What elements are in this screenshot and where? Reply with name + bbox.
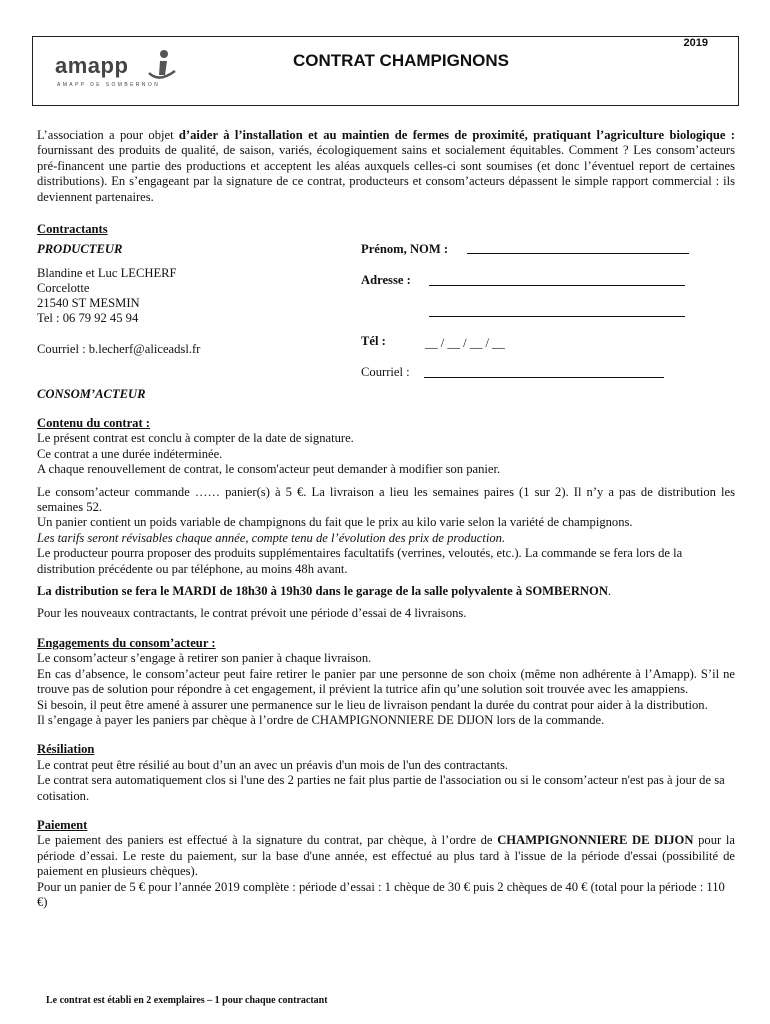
producteur-address-1: Corcelotte — [37, 281, 90, 295]
prenom-nom-label: Prénom, NOM : — [361, 242, 449, 256]
amapp-logo — [55, 51, 185, 91]
essai-text: Pour les nouveaux contractants, le contrat prévoit une période d’essai de 4 livraisons. — [37, 606, 467, 621]
producteur-address-2: 21540 ST MESMIN — [37, 296, 140, 310]
engagement-line-1: Le consom’acteur s’engage à retirer son panier à chaque livraison. — [37, 651, 372, 666]
contract-body — [37, 128, 735, 205]
commande-text: Le consom’acteur commande …… panier(s) à 5 €. La livraison a lieu les semaines paires (1 sur 2). Il n’y a pas de distribution les semaines 52. — [37, 484, 735, 515]
supplementaires-text: Le producteur pourra proposer des produits supplémentaires facultatifs (verrines, veloutés, etc.). La commande se fera lors de la distribution précédente ou par téléphone, au moins 48h avant. — [37, 546, 683, 576]
paiement-paragraph-1: Le paiement des paniers est effectué à la signature du contrat, par chèque, à l’ordre de CHAMPIGNONNIERE DE DIJON pour la période d’essai. Le reste du paiement, sur la base d'une année, est effectué au plus tard à l'issue de la période d'essai (possibilité de paiement en plusieurs chèques). — [37, 833, 735, 879]
contenu-line-3: A chaque renouvellement de contrat, le consom'acteur peut demander à modifier son panier. — [37, 462, 501, 477]
adresse-field-2[interactable] — [429, 305, 685, 317]
adresse-label: Adresse : — [361, 273, 411, 287]
contenu-line-2: Ce contrat a une durée indéterminée. — [37, 446, 223, 461]
producteur-phone: Tel : 06 79 92 45 94 — [37, 311, 139, 325]
person-i-icon — [147, 49, 177, 83]
header-box — [32, 36, 739, 106]
contenu-line-1: Le présent contrat est conclu à compter de la date de signature. — [37, 431, 354, 446]
producteur-label: PRODUCTEUR — [37, 242, 123, 256]
contenu-section — [37, 416, 735, 910]
paiement-paragraph-2: Pour un panier de 5 € pour l’année 2019 complète : période d’essai : 1 chèque de 30 € puis 2 chèques de 40 € (total pour la période : 110 €) — [37, 879, 725, 909]
page-title: CONTRAT CHAMPIGNONS — [293, 51, 509, 70]
contractants-heading: Contractants — [37, 222, 108, 236]
resiliation-line-1: Le contrat peut être résilié au bout d’un an avec un préavis d'un mois de l'un des contractants. — [37, 757, 509, 772]
paiement-heading: Paiement — [37, 817, 88, 832]
producteur-email: Courriel : b.lecherf@aliceadsl.fr — [37, 342, 201, 356]
courriel-field[interactable] — [424, 366, 664, 378]
tarifs-text: Les tarifs seront révisables chaque année, compte tenu de l’évolution des prix de production. — [37, 530, 506, 545]
tel-label: Tél : — [361, 334, 386, 348]
contenu-heading: Contenu du contrat : — [37, 416, 150, 430]
engagement-line-3: Si besoin, il peut être amené à assurer une permanence sur le lieu de livraison pendant la durée du contrat pour aider à la distribution. — [37, 697, 708, 712]
distribution-text: La distribution se fera le MARDI de 18h30 à 19h30 dans le garage de la salle polyvalente à SOMBERNON. — [37, 584, 612, 599]
courriel-label: Courriel : — [361, 365, 410, 379]
consom-acteur-label: CONSOM’ACTEUR — [37, 387, 146, 401]
tel-field[interactable]: __ / __ / __ / __ — [425, 336, 505, 350]
resiliation-heading: Résiliation — [37, 742, 95, 757]
panier-text: Un panier contient un poids variable de champignons du fait que le prix au kilo varie selon la variété de champignons. — [37, 515, 633, 530]
logo-text: amapp — [55, 53, 129, 78]
adresse-field-1[interactable] — [429, 274, 685, 286]
logo-subtitle: AMAPP DE SOMBERNON — [57, 82, 161, 88]
footer-note: Le contrat est établi en 2 exemplaires – 1 pour chaque contractant — [46, 995, 328, 1006]
engagement-line-4: Il s’engage à payer les paniers par chèque à l’ordre de CHAMPIGNONNIERE DE DIJON lors de la commande. — [37, 712, 605, 727]
producteur-name: Blandine et Luc LECHERF — [37, 266, 177, 280]
engagements-heading: Engagements du consom’acteur : — [37, 635, 216, 650]
prenom-nom-field[interactable] — [467, 242, 689, 254]
resiliation-line-2: Le contrat sera automatiquement clos si l'une des 2 parties ne fait plus partie de l'association ou si le consom’acteur n'est pas à jour de sa cotisation. — [37, 773, 725, 803]
engagement-line-2: En cas d’absence, le consom’acteur peut faire retirer le panier par une personne de son choix (même non adhérente à l’Amapp). S’il ne trouve pas de solution pour répondre à cet engagement, il prévient la tutrice afin qu’une solution soit trouvée avec les amappiens. — [37, 666, 735, 697]
intro-paragraph: L’association a pour objet d’aider à l’installation et au maintien de fermes de proximité, pratiquant l’agriculture biologique : fournissant des produits de qualité, de saison, variés, écologiquement sains et socialement équitables. Comment ? Les consom’acteurs pré-financent une partie des productions et acceptent les aléas auxquels celles-ci sont soumises (et donc l’éventuel report de certaines distributions). En s’engageant par la signature de ce contrat, producteurs et consom’acteurs dépassent le simple rapport commercial : ils deviennent partenaires. — [37, 128, 735, 204]
contract-year: 2019 — [683, 37, 708, 49]
